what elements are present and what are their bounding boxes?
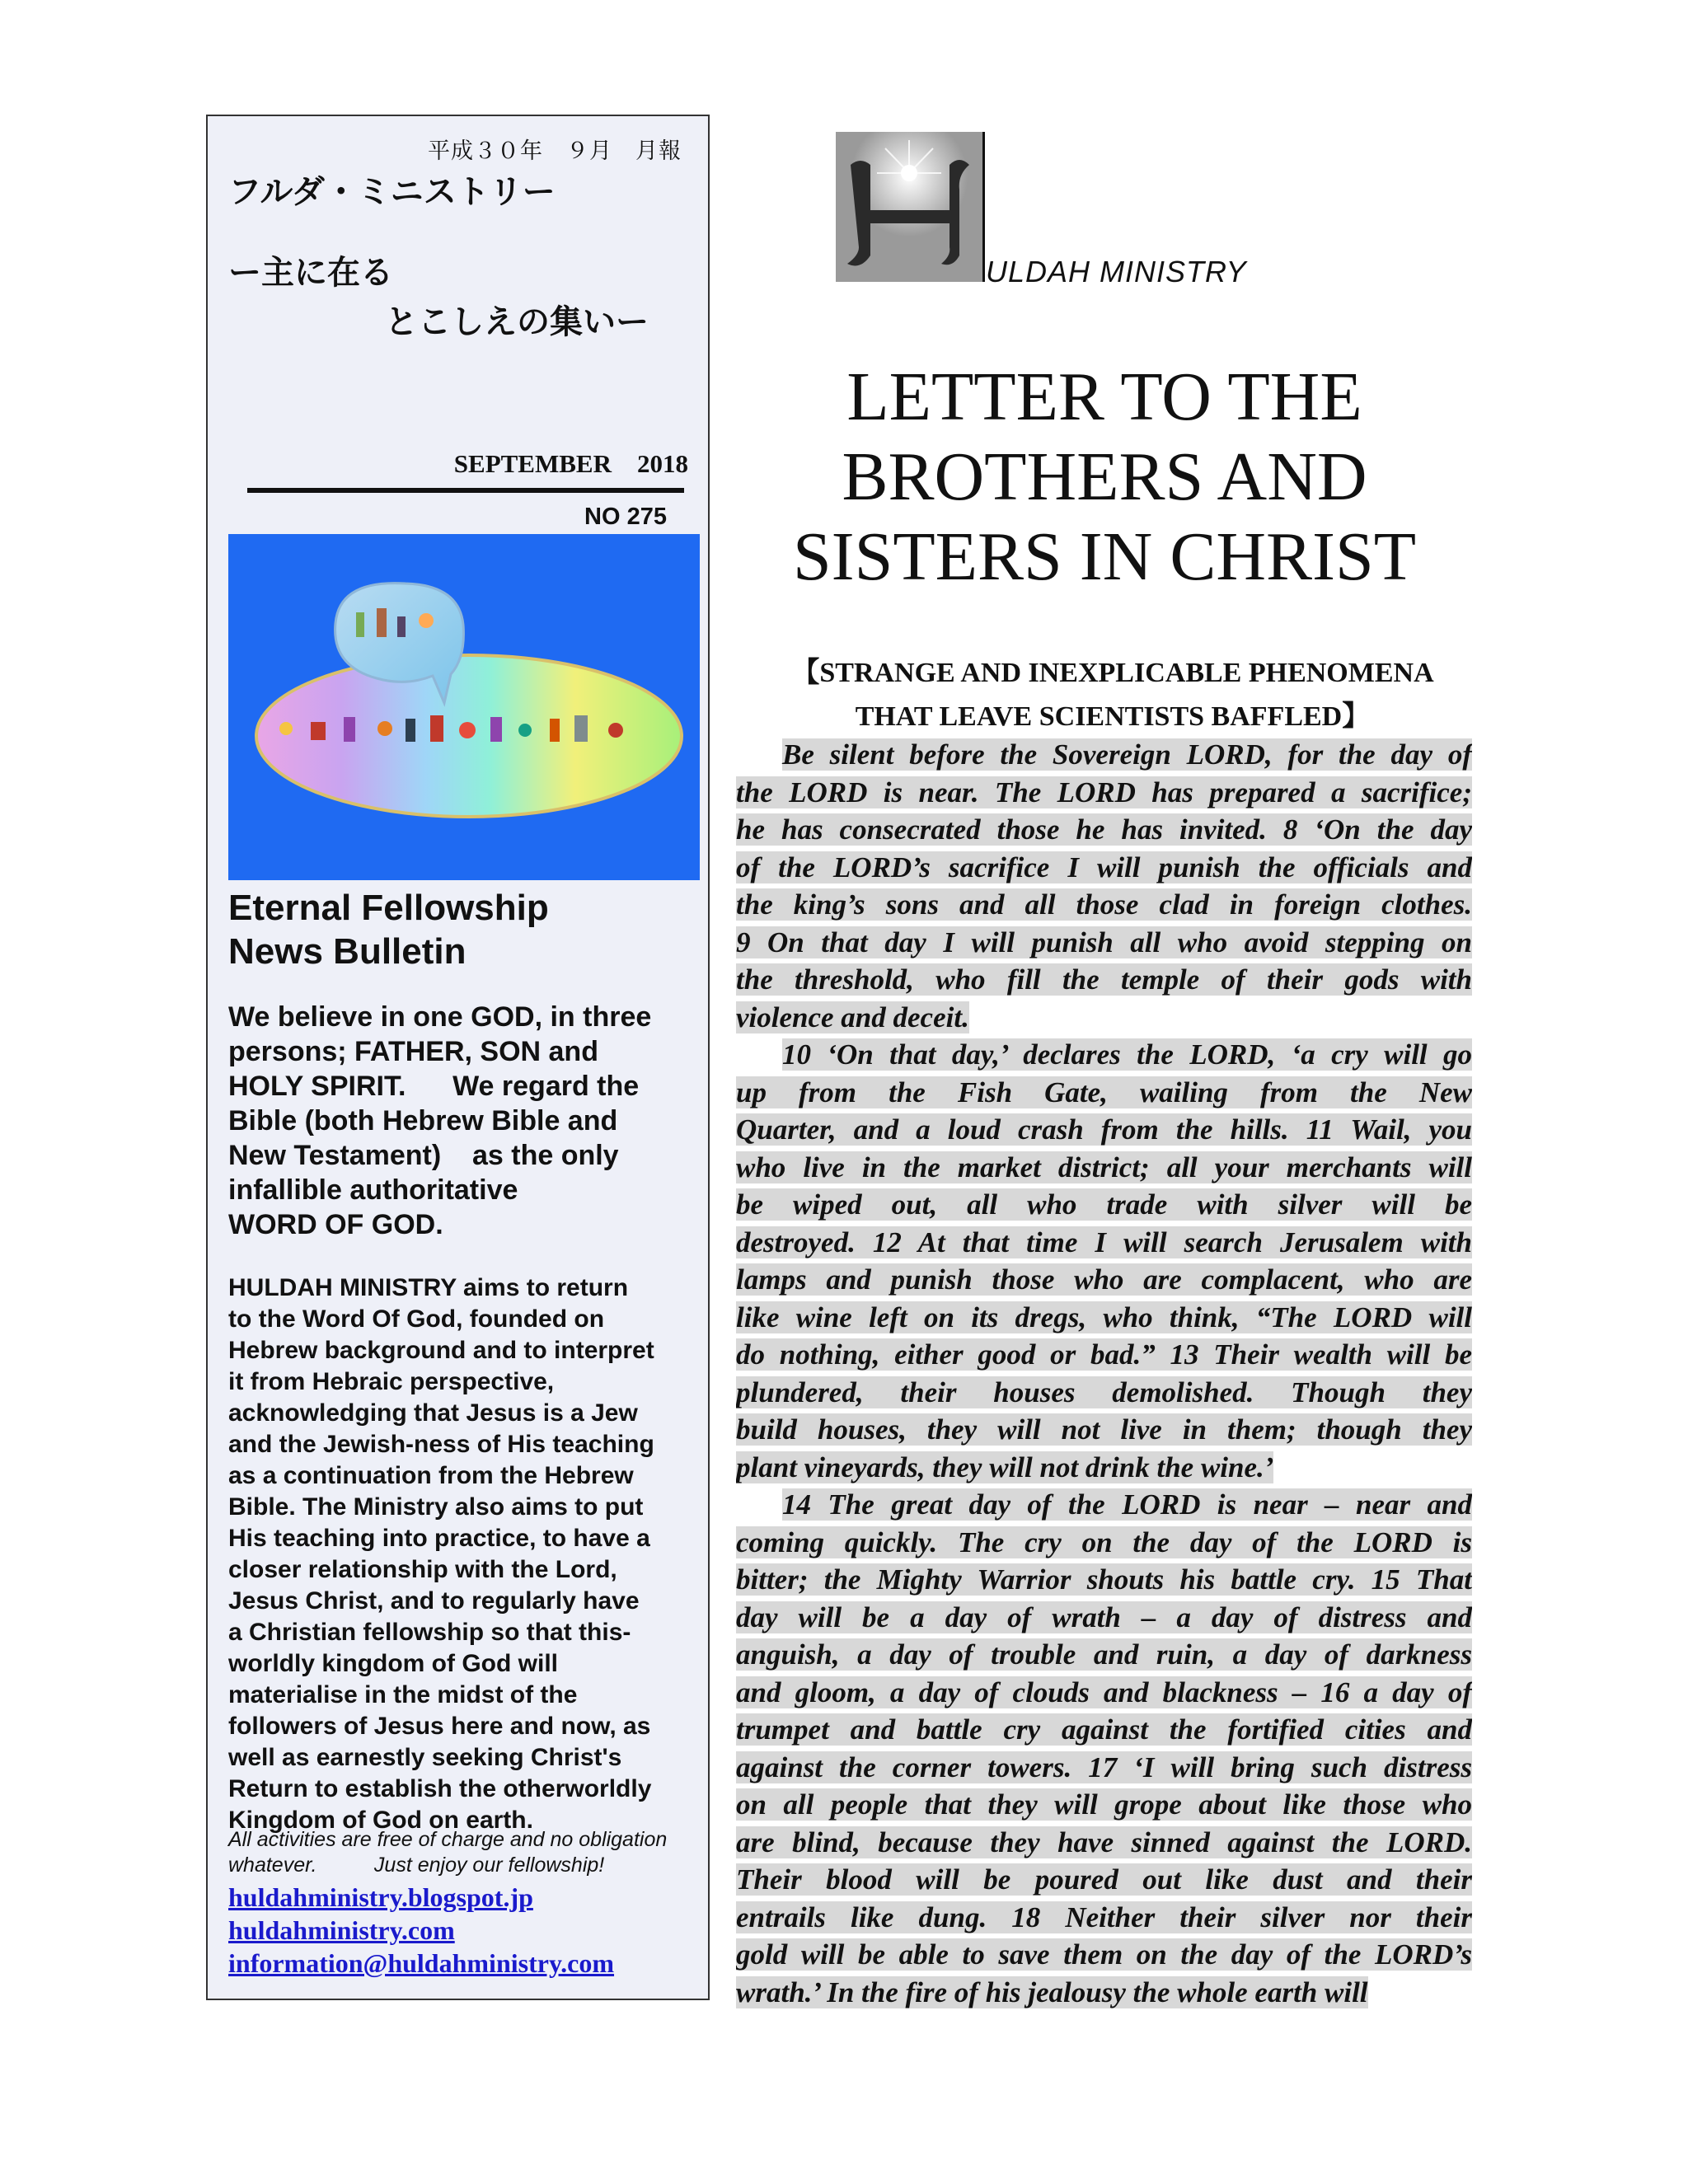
- highlighted-text: violence and deceit.: [736, 1001, 969, 1033]
- faith-line: infallible authoritative: [228, 1174, 518, 1206]
- bulletin-title-line2: News Bulletin: [228, 931, 467, 972]
- highlighted-text: gold will be able to save them on the day of the LORD’s: [736, 1938, 1472, 1971]
- highlighted-text: and gloom, a day of clouds and blackness – 16 a day of: [736, 1675, 1472, 1708]
- free-line: All activities are free of charge and no obligation: [228, 1828, 668, 1851]
- email-link[interactable]: information@huldahministry.com: [228, 1948, 615, 1978]
- aims-line: Hebrew background and to interpret: [228, 1337, 654, 1364]
- highlighted-text: lamps and punish those who are complacent, who are: [736, 1263, 1472, 1296]
- divider: [247, 488, 684, 493]
- free-of-charge-note: [228, 1827, 702, 1878]
- scripture-line: [736, 1036, 1472, 1074]
- bulletin-title-line1: Eternal Fellowship: [228, 888, 549, 928]
- highlighted-text: who live in the market district; all your merchants will: [736, 1151, 1472, 1183]
- issue-number: NO 275: [584, 504, 667, 530]
- highlighted-text: against the corner towers. 17 ‘I will bring such distress: [736, 1750, 1472, 1783]
- subheading-line: THAT LEAVE SCIENTISTS BAFFLED】: [855, 701, 1371, 732]
- aims-line: Bible. The Ministry also aims to put: [228, 1493, 644, 1521]
- scripture-line: [736, 1224, 1472, 1262]
- highlighted-text: Quarter, and a loud crash from the hills. 11 Wail, you: [736, 1113, 1472, 1146]
- aims-line: a Christian fellowship so that this-: [228, 1619, 631, 1646]
- scripture-line: [736, 1861, 1472, 1899]
- japanese-ministry-name: フルダ・ミニストリー: [228, 173, 556, 211]
- highlighted-text: Be silent before the Sovereign LORD, for the day of: [782, 738, 1472, 771]
- japanese-date: 平成３０年 ９月 月報: [428, 138, 682, 164]
- aims-line: followers of Jesus here and now, as: [228, 1713, 651, 1740]
- highlighted-text: 14 The great day of the LORD is near – near and: [782, 1488, 1472, 1521]
- scripture-line: [736, 1486, 1472, 1524]
- aims-line: Return to establish the otherworldly: [228, 1775, 652, 1802]
- highlighted-text: on all people that they will grope about like those who: [736, 1788, 1472, 1821]
- faith-line: HOLY SPIRIT. We regard the: [228, 1071, 640, 1102]
- huldah-logo-icon: [836, 132, 982, 282]
- highlighted-text: be wiped out, all who trade with silver will be: [736, 1188, 1472, 1221]
- free-line: whatever. Just enjoy our fellowship!: [228, 1854, 605, 1877]
- scripture-line: [736, 1561, 1472, 1599]
- scripture-passage: [736, 736, 1472, 2011]
- scripture-line: [736, 1899, 1472, 1937]
- faith-line: New Testament) as the only: [228, 1140, 619, 1171]
- highlighted-text: 9 On that day I will punish all who avoid stepping on: [736, 926, 1472, 958]
- highlighted-text: of the LORD’s sacrifice I will punish the officials and: [736, 851, 1472, 883]
- bulletin-title: [228, 886, 549, 973]
- aims-line: to the Word Of God, founded on: [228, 1305, 605, 1333]
- highlighted-text: do nothing, either good or bad.” 13 Their wealth will be: [736, 1338, 1472, 1371]
- scripture-line: [736, 1374, 1472, 1412]
- aims-line: Jesus Christ, and to regularly have: [228, 1587, 640, 1615]
- scripture-line: [736, 849, 1472, 887]
- scripture-line: [736, 1749, 1472, 1787]
- scripture-line: [736, 1711, 1472, 1749]
- highlighted-text: the threshold, who fill the temple of their gods with: [736, 963, 1472, 996]
- highlighted-text: like wine left on its dregs, who think, “The LORD will: [736, 1301, 1472, 1333]
- highlighted-text: coming quickly. The cry on the day of the LORD is: [736, 1526, 1472, 1558]
- highlighted-text: are blind, because they have sinned against the LORD.: [736, 1825, 1472, 1858]
- blog-link[interactable]: huldahministry.blogspot.jp: [228, 1882, 533, 1912]
- faith-line: Bible (both Hebrew Bible and: [228, 1105, 618, 1137]
- scripture-line: [736, 1786, 1472, 1824]
- website-link[interactable]: huldahministry.com: [228, 1915, 455, 1945]
- letter-title-line: BROTHERS AND: [842, 438, 1367, 515]
- faith-line: We believe in one GOD, in three: [228, 1001, 652, 1033]
- highlighted-text: wrath.’ In the fire of his jealousy the whole earth will: [736, 1975, 1368, 2008]
- aims-line: closer relationship with the Lord,: [228, 1556, 617, 1583]
- logo-divider: [982, 132, 985, 282]
- cover-illustration: [228, 534, 700, 880]
- ministry-aims: [228, 1272, 702, 1836]
- scripture-line: [736, 1186, 1472, 1224]
- highlighted-text: build houses, they will not live in them; though they: [736, 1413, 1472, 1446]
- faith-line: persons; FATHER, SON and: [228, 1036, 598, 1067]
- scripture-line: [736, 1936, 1472, 1974]
- subheading-line: 【STRANGE AND INEXPLICABLE PHENOMENA: [791, 658, 1434, 688]
- letter-title-line: SISTERS IN CHRIST: [792, 518, 1417, 595]
- faith-line: WORD OF GOD.: [228, 1209, 443, 1240]
- highlighted-text: the king’s sons and all those clad in foreign clothes.: [736, 888, 1472, 921]
- aims-line: materialise in the midst of the: [228, 1681, 578, 1708]
- scripture-line: [736, 961, 1472, 999]
- aims-line: as a continuation from the Hebrew: [228, 1462, 634, 1489]
- scripture-line: [736, 1336, 1472, 1374]
- scripture-line: [736, 1674, 1472, 1712]
- aims-line: and the Jewish-ness of His teaching: [228, 1431, 654, 1458]
- highlighted-text: plundered, their houses demolished. Though they: [736, 1376, 1472, 1408]
- aims-line: acknowledging that Jesus is a Jew: [228, 1399, 638, 1427]
- ministry-name: ULDAH MINISTRY: [986, 255, 1247, 288]
- aims-line: well as earnestly seeking Christ's: [228, 1744, 622, 1771]
- aims-line: His teaching into practice, to have a: [228, 1525, 650, 1552]
- scripture-line: [736, 1524, 1472, 1562]
- japanese-subtitle-line1: ー主に在る: [228, 254, 393, 292]
- highlighted-text: day will be a day of wrath – a day of distress and: [736, 1601, 1472, 1633]
- japanese-subtitle-line2: とこしえの集いー: [385, 303, 649, 341]
- scripture-line: [736, 1299, 1472, 1337]
- scripture-line: [736, 736, 1472, 774]
- highlighted-text: the LORD is near. The LORD has prepared a sacrifice;: [736, 776, 1472, 808]
- scripture-line: [736, 1974, 1472, 2012]
- scripture-line: [736, 924, 1472, 962]
- article-subheading: [742, 651, 1484, 738]
- highlighted-text: up from the Fish Gate, wailing from the New: [736, 1076, 1472, 1108]
- issue-month: SEPTEMBER 2018: [453, 449, 688, 478]
- highlighted-text: anguish, a day of trouble and ruin, a day of darkness: [736, 1638, 1472, 1671]
- scripture-line: [736, 1636, 1472, 1674]
- scripture-line: [736, 886, 1472, 924]
- highlighted-text: trumpet and battle cry against the fortified cities and: [736, 1713, 1472, 1746]
- highlighted-text: 10 ‘On that day,’ declares the LORD, ‘a cry will go: [782, 1038, 1472, 1071]
- highlighted-text: Their blood will be poured out like dust and their: [736, 1863, 1472, 1896]
- highlighted-text: destroyed. 12 At that time I will search Jerusalem with: [736, 1226, 1472, 1258]
- highlighted-text: he has consecrated those he has invited. 8 ‘On the day: [736, 813, 1472, 846]
- letter-title-line: LETTER TO THE: [846, 359, 1362, 435]
- highlighted-text: entrails like dung. 18 Neither their silver nor their: [736, 1900, 1472, 1933]
- contact-links: [228, 1881, 614, 1980]
- aims-line: it from Hebraic perspective,: [228, 1368, 555, 1395]
- scripture-line: [736, 1449, 1472, 1487]
- scripture-line: [736, 1074, 1472, 1112]
- scripture-line: [736, 1111, 1472, 1149]
- highlighted-text: plant vineyards, they will not drink the wine.’: [736, 1451, 1274, 1483]
- scripture-line: [736, 1411, 1472, 1449]
- aims-line: worldly kingdom of God will: [228, 1650, 558, 1677]
- scripture-line: [736, 774, 1472, 812]
- highlighted-text: bitter; the Mighty Warrior shouts his battle cry. 15 That: [736, 1563, 1472, 1596]
- sidebar-panel: [206, 115, 710, 2000]
- scripture-line: [736, 1599, 1472, 1637]
- scripture-line: [736, 811, 1472, 849]
- aims-line: HULDAH MINISTRY aims to return: [228, 1274, 629, 1301]
- letter-title: [725, 357, 1484, 597]
- scripture-line: [736, 1824, 1472, 1862]
- scripture-line: [736, 1149, 1472, 1187]
- scripture-line: [736, 1261, 1472, 1299]
- aims-line: Kingdom of God on earth.: [228, 1807, 533, 1834]
- scripture-line: [736, 999, 1472, 1037]
- statement-of-faith: [228, 1000, 690, 1242]
